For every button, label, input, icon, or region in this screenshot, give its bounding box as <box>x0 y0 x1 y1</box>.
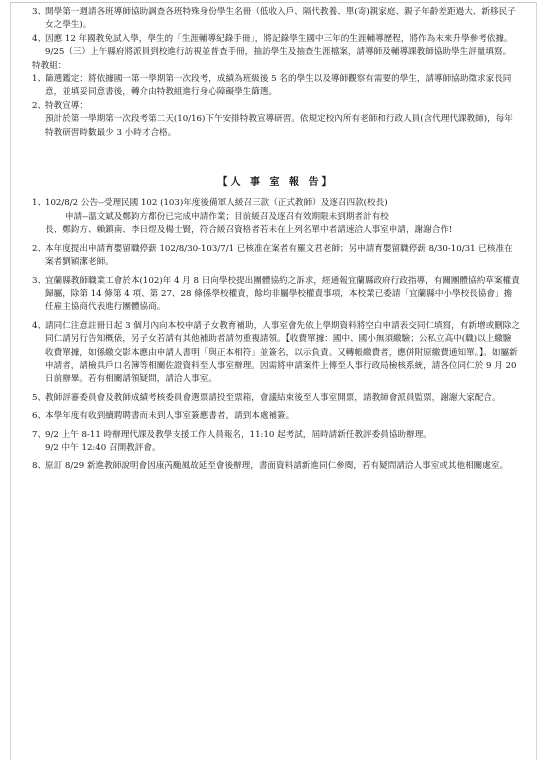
item-text: 102/8/2 公告--受理民國 102 (103)年度後備軍人緩召三款（正式教師）及逐召四款(校長) <box>45 198 388 209</box>
item-text-continued: 預計於第一學期第一次段考第二天(10/16)下午安排特教宣導研習。依規定校內所有老師和行政人員(含代理代課教師)，每年特教研習時數最少 3 小時才合格。 <box>45 114 513 138</box>
list-item <box>32 197 520 237</box>
item-number: 7、 <box>32 429 47 440</box>
list-item <box>32 33 520 60</box>
item-number: 5、 <box>32 392 47 403</box>
item-text: 開學第一週請各班導師協助調查各班特殊身份學生名冊（低收入戶、隔代教養、單(寄)親家庭、親子年齡差距過大、新移民子女之學生)。 <box>45 7 516 31</box>
list-item <box>32 320 520 387</box>
item-number: 3、 <box>32 7 47 17</box>
item-text-continued: 長、鄭鈞方、賴鎮南、李日煜及楊士賢，符合緩召資格者若未在上列名單中者請速洽人事室申請，謝謝合作! <box>45 225 453 236</box>
page-border-left <box>10 2 11 760</box>
item-text: 本學年度有收到續聘聘書而未到人事室簽應書者，請到本處補簽。 <box>45 411 295 422</box>
item-number: 3、 <box>32 275 47 286</box>
item-number: 6、 <box>32 411 47 422</box>
list-item <box>32 410 520 423</box>
item-number: 2、 <box>32 243 47 254</box>
item-text: 特教宣導： <box>45 100 88 111</box>
item-number: 1、 <box>32 198 47 209</box>
page-border-top <box>10 2 537 3</box>
item-text-continued: 9/2 中午 12:40 召開教評會。 <box>45 442 161 453</box>
item-number: 8、 <box>32 461 47 472</box>
item-text: 原訂 8/29 新進教師說明會因康芮颱風故延至會後辦理，書面資料請新進同仁參閱，若有疑問請洽人事室或其他相關處室。 <box>45 461 509 472</box>
list-item <box>32 460 520 473</box>
list-item <box>32 275 520 315</box>
list-item <box>32 6 520 33</box>
section-title: 【人 事 室 報 告】 <box>217 177 335 189</box>
list-item <box>32 73 520 100</box>
item-number: 2、 <box>32 100 47 111</box>
item-number: 1、 <box>32 74 47 85</box>
item-text: 請同仁注意註冊日起 3 個月內向本校申請子女教育補助，人事室會先依上學期資料將空白申請表交同仁填寫，有新增或刪除之同仁請另行告知概俵，另子女若請有其他補助者請勿重複請領。【收費單據：國中、國小無須繳驗；公私立高中(職)以上繳驗收費單據，如係繳交影本應由申請人書明「與正本相符」並簽名，以示負責。又轉帳繳費者，應併附原繳費通知單。】。如屬新申請者，請檢具戶口名簿等相關佐證資料至人事室辦理。因需將申請案件上傳至人事行政局檢核系統，請各位同仁於 9 月 20 日前辦畢。若有相關請領疑問，請洽人事室。 <box>45 320 520 385</box>
document-body <box>32 6 520 479</box>
item-number: 4、 <box>32 320 47 331</box>
page-border-right <box>536 2 537 760</box>
list-item <box>32 429 520 456</box>
item-text: 本年度提出申請育嬰留職停薪 102/8/30-103/7/1 已核准在案者有羅文君老師；另申請育嬰留職停薪 8/30-10/31 已核准在案者劉穎潔老師。 <box>45 243 513 268</box>
list-item <box>32 392 520 405</box>
special-group-heading: 特教組： <box>32 60 67 71</box>
item-number: 4、 <box>32 33 47 44</box>
item-text-continued: 申請--溫文斌及鄭鈞方都份已完成申請作業；目前緩召及逐召有效期限未到期者計有校 <box>65 211 389 222</box>
item-text: 因應 12 年國教免試入學，學生的「生涯輔導紀錄手冊」，將記錄學生國中三年的生涯輔導歷程，將作為未來升學參考依據。9/25（三）上午縣府將派員到校進行訪視並普查手冊，抽訪學生及抽查生涯檔案，請導師及輔導課教師協助學生評量填寫。 <box>45 33 513 58</box>
item-text: 教師評審委員會及教師成績考核委員會選票請投至票箱，會議結束後至人事室開票，請教師會派員監票，謝謝大家配合。 <box>45 392 501 403</box>
item-text: 9/2 上午 8-11 時辦理代課及教學支援工作人員報名，11:10 起考試，屆時請新任教評委員協助辦理。 <box>45 429 432 440</box>
item-text: 篩選鑑定：將依據國一第一學期第一次段考，成績為班級後 5 名的學生以及導師觀察有需要的學生，請導師協助徵求家長同意，並填妥同意書後，轉介由特教組進行身心障礙學生篩選。 <box>45 74 512 98</box>
item-text: 宜蘭縣教師職業工會於本(102)年 4 月 8 日向學校提出團體協約之訴求，經通報宜蘭縣政府行政指導，有關團體協約草案權責歸屬，除第 14 條第 4 項、第 27、28 條係學校權責，餘均非屬學校權責事項，本校業已委請「宜蘭縣中小學校長協會」擔任雇主協商代表進行團體協商。 <box>45 275 520 313</box>
list-item <box>32 243 520 270</box>
list-item <box>32 100 520 140</box>
